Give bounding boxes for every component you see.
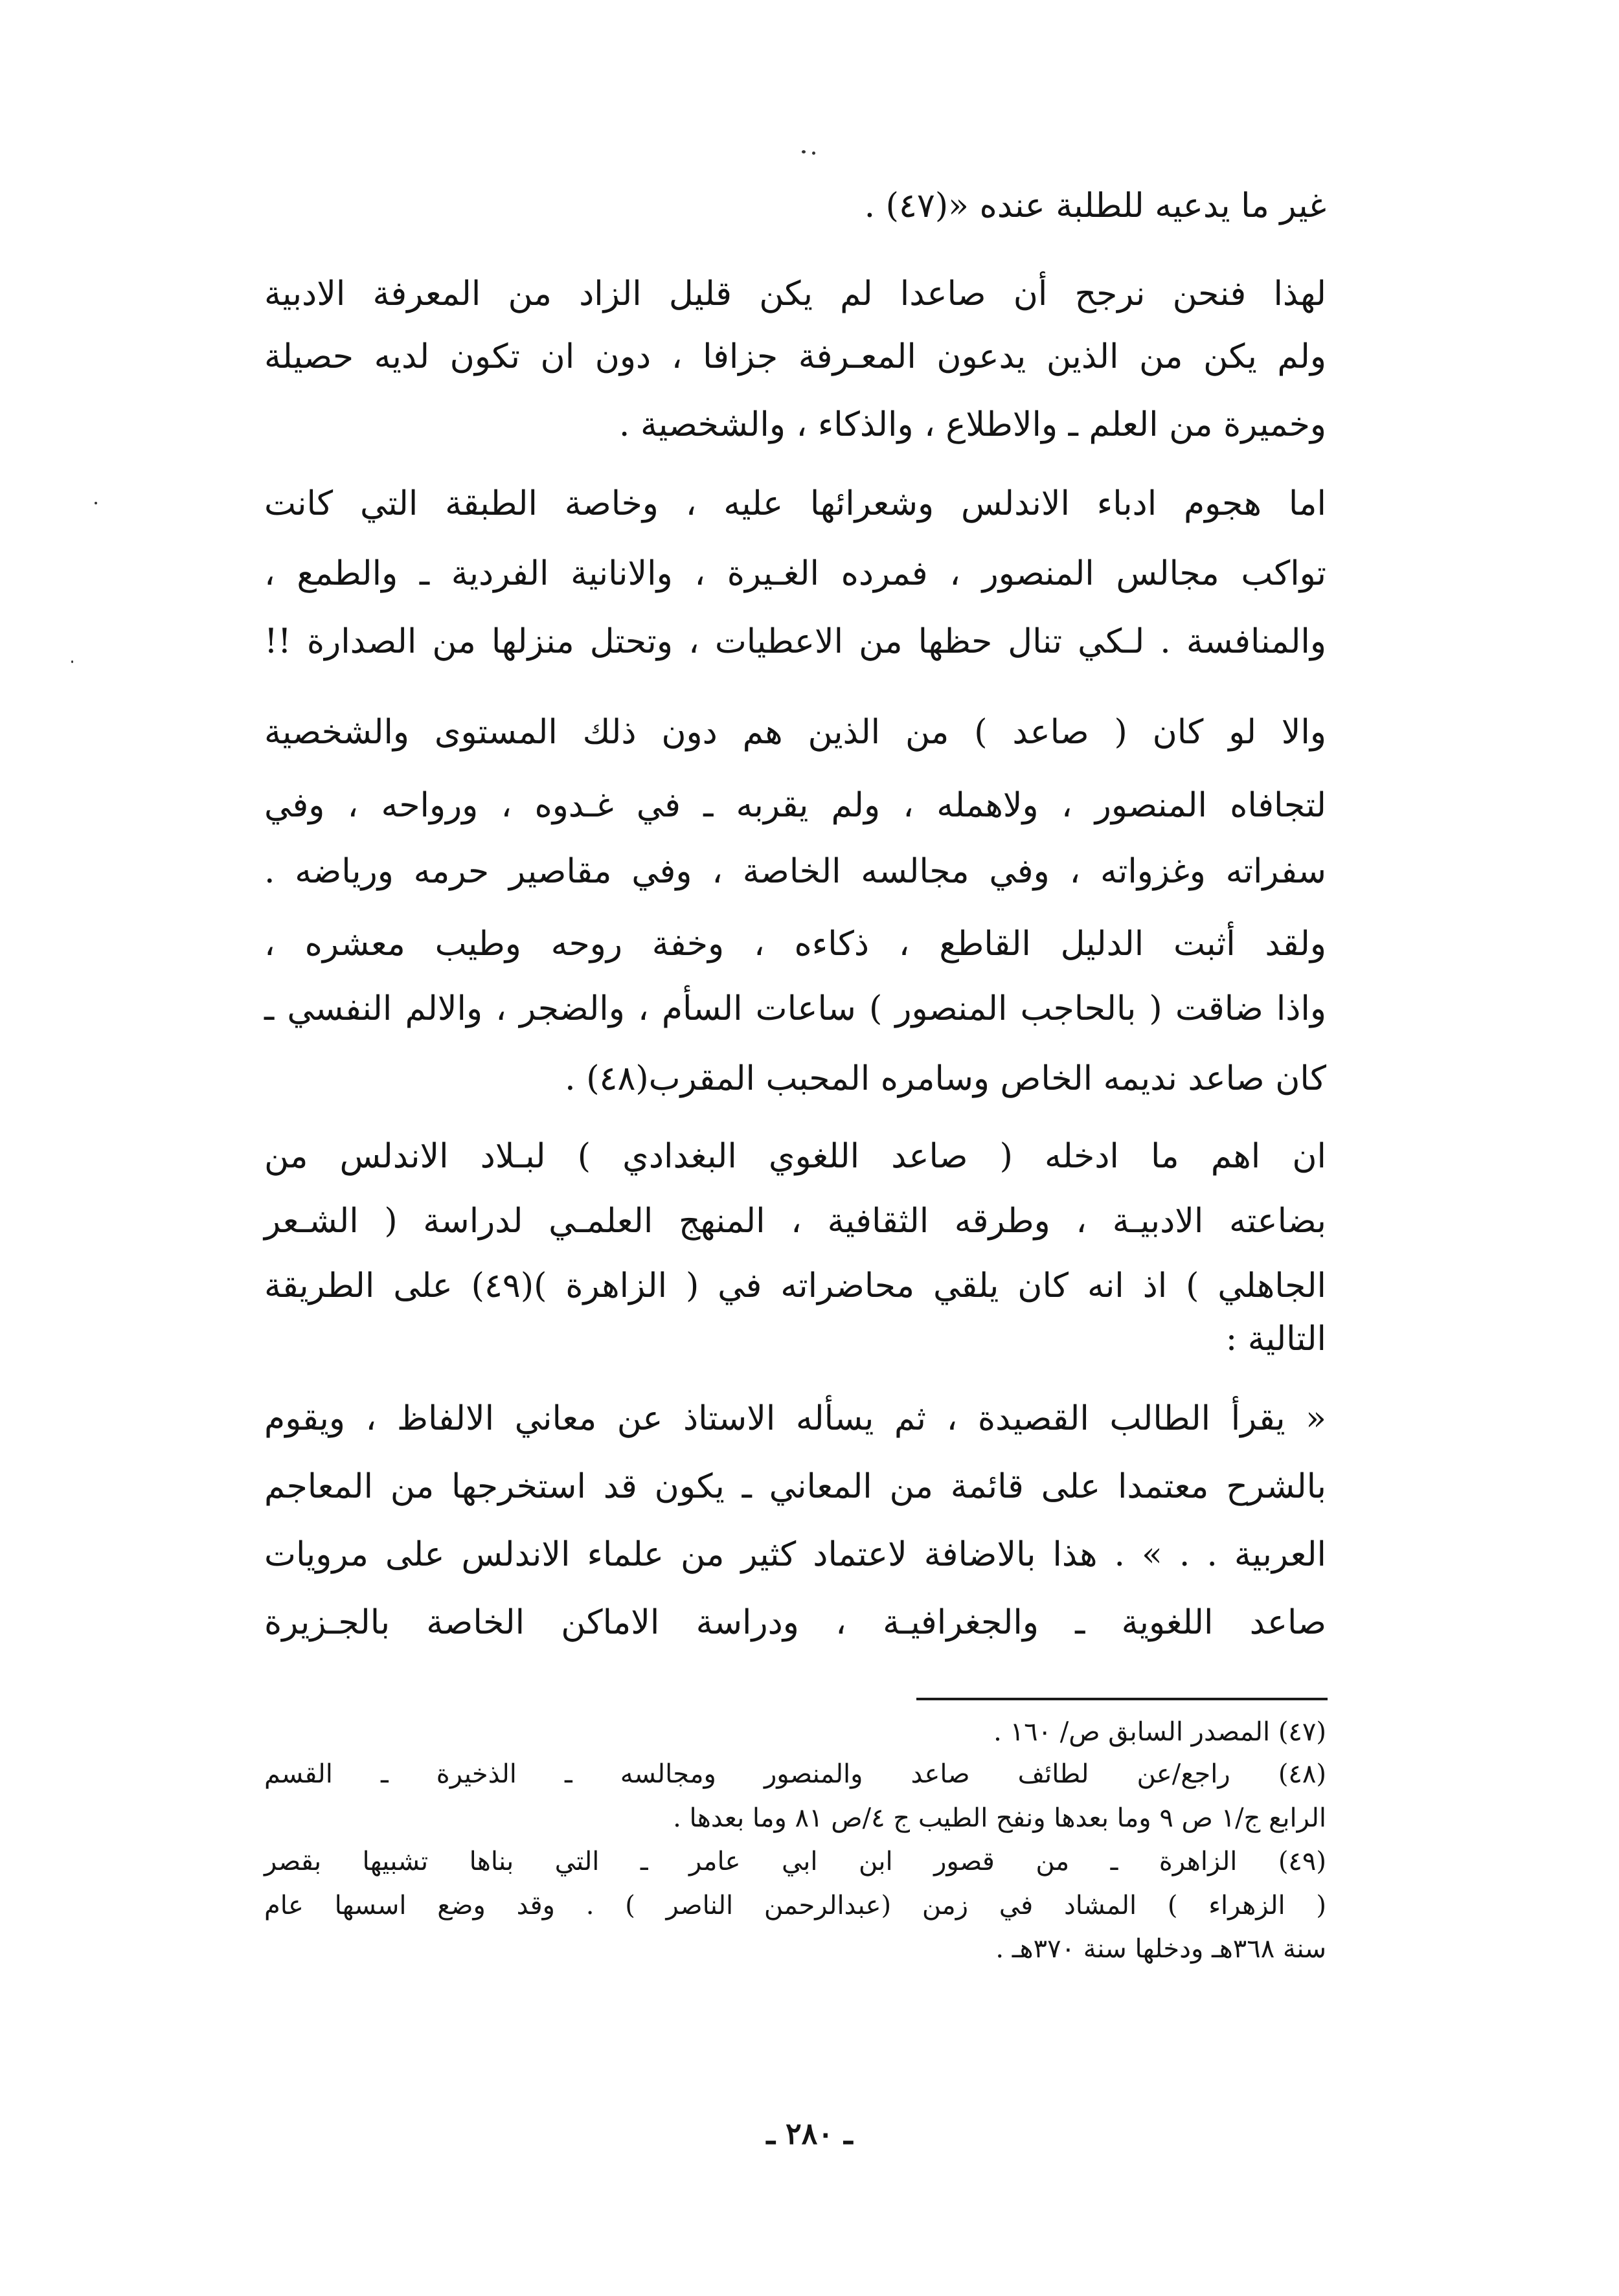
text-line: تواكب مجالس المنصور ، فمرده الغـيرة ، والانانية الفردية ـ والطمع ، [264,554,1326,593]
scan-speck [95,502,97,504]
text-line: واذا ضاقت ( بالحاجب المنصور ) ساعات السأم ، والضجر ، والالم النفسي ـ [264,989,1326,1028]
scan-speck [802,150,806,153]
text-line: سفراته وغزواته ، وفي مجالسه الخاصة ، وفي مقاصير حرمه ورياضه . [264,852,1326,891]
footnote-line: ( الزهراء ) المشاد في زمن (عبدالرحمن الناصر ) . وقد وضع اسسها عام [264,1891,1326,1920]
scan-speck [71,660,73,663]
footnote-line: (٤٨) راجع/عن لطائف صاعد والمنصور ومجالسه ـ الذخيرة ـ القسم [264,1759,1326,1789]
text-line: غير ما يدعيه للطلبة عنده «(٤٧) . [864,186,1326,225]
text-line: العربية . . » . هذا بالاضافة لاعتماد كثير من علماء الاندلس على مرويات [264,1535,1326,1574]
text-line: والا لو كان ( صاعد ) من الذين هم دون ذلك المستوى والشخصية [264,713,1326,752]
text-line: صاعد اللغوية ـ والجغرافيـة ، ودراسة الاماكن الخاصة بالجـزيرة [264,1603,1326,1642]
text-line: كان صاعد نديمه الخاص وسامره المحبب المقرب(٤٨) . [565,1059,1326,1098]
text-line: اما هجوم ادباء الاندلس وشعرائها عليه ، وخاصة الطبقة التي كانت [264,484,1326,523]
footnote-divider [916,1698,1328,1700]
text-line: لتجافاه المنصور ، ولاهمله ، ولم يقربه ـ في غـدوه ، ورواحه ، وفي [264,786,1326,825]
footnote-line: (٤٧) المصدر السابق ص/ ١٦٠ . [993,1717,1326,1747]
text-line: التالية : [1225,1320,1326,1358]
text-line: بالشرح معتمدا على قائمة من المعاني ـ يكون قد استخرجها من المعاجم [264,1467,1326,1506]
text-line: ولم يكن من الذين يدعون المعـرفة جزافا ، دون ان تكون لديه حصيلة [264,337,1326,376]
text-line: الجاهلي ) اذ انه كان يلقي محاضراته في ( الزاهرة )(٤٩) على الطريقة [264,1266,1326,1305]
text-line: « يقرأ الطالب القصيدة ، ثم يسأله الاستاذ عن معاني الالفاظ ، ويقوم [264,1399,1326,1438]
text-line: والمنافسة . لـكي تنال حظها من الاعطيات ، وتحتل منزلها من الصدارة !! [264,622,1326,661]
page-number: ـ ٢٨٠ ـ [766,2116,853,2151]
footnote-line: سنة ٣٦٨هـ ودخلها سنة ٣٧٠هـ . [995,1934,1326,1964]
scan-speck [812,152,815,155]
text-line: ولقد أثبت الدليل القاطع ، ذكاءه ، وخفة روحه وطيب معشره ، [264,925,1326,963]
text-line: ان اهم ما ادخله ( صاعد اللغوي البغدادي ) لبـلاد الاندلس من [264,1137,1326,1176]
text-line: لهذا فنحن نرجح أن صاعدا لم يكن قليل الزاد من المعرفة الادبية [264,275,1326,313]
text-line: وخميرة من العلم ـ والاطلاع ، والذكاء ، والشخصية . [618,405,1326,444]
footnote-line: الرابع ج/١ ص ٩ وما بعدها ونفح الطيب ج ٤/ص ٨١ وما بعدها . [673,1803,1326,1833]
footnote-line: (٤٩) الزاهرة ـ من قصور ابن ابي عامر ـ التي بناها تشبيها بقصر [264,1847,1326,1876]
text-line: بضاعته الادبيـة ، وطرقه الثقافية ، المنهج العلمـي لدراسة ( الشـعر [264,1202,1326,1241]
